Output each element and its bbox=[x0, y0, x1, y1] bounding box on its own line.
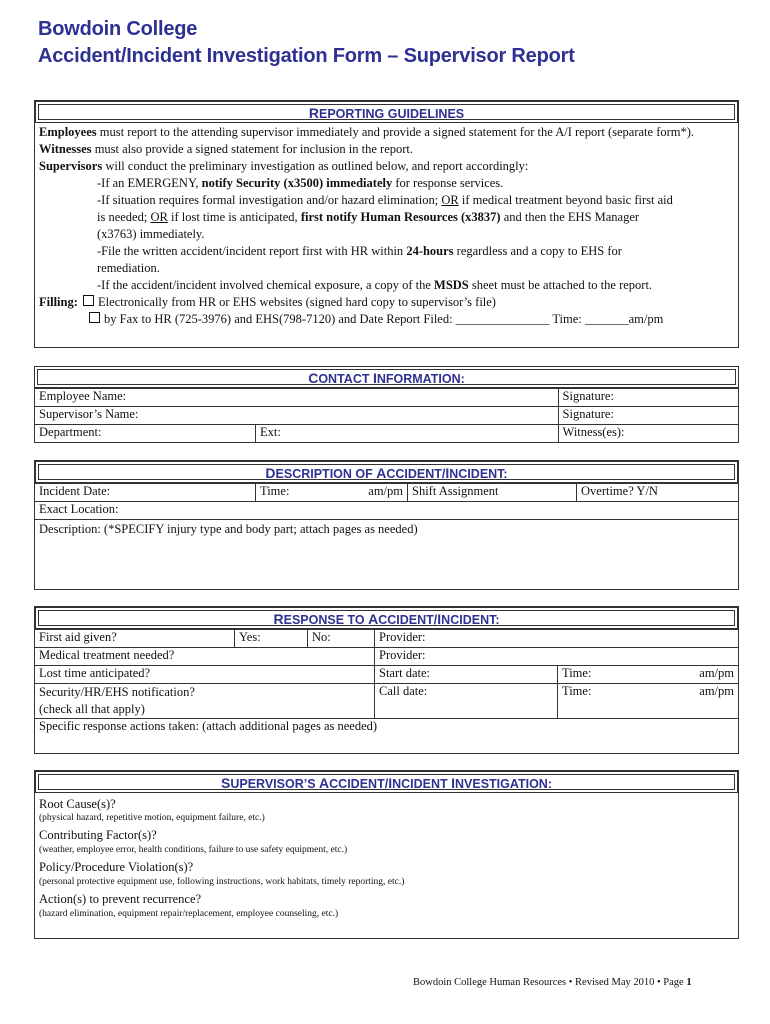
reporting-guidelines-heading: REPORTING GUIDELINES bbox=[35, 101, 738, 123]
response-table bbox=[35, 629, 738, 719]
start-date-field[interactable]: Start date: bbox=[375, 666, 558, 684]
notification-label: Security/HR/EHS notification? (check all that apply) bbox=[35, 684, 375, 719]
filling-option-fax: by Fax to HR (725-3976) and EHS(798-7120) and Date Report Filed: _______________ Time: _______am/pm bbox=[39, 311, 734, 328]
filling-option-electronic: Filling: Electronically from HR or EHS websites (signed hard copy to supervisor’s file) bbox=[39, 295, 496, 309]
contact-information-section bbox=[34, 366, 739, 443]
contributing-factors-field[interactable]: Contributing Factor(s)? bbox=[39, 828, 157, 842]
root-cause-hint: (physical hazard, repetitive motion, equipment failure, etc.) bbox=[39, 813, 265, 823]
college-title: Bowdoin College bbox=[38, 18, 198, 40]
root-cause-field[interactable]: Root Cause(s)? bbox=[39, 797, 116, 811]
lost-time-ampm: am/pm bbox=[646, 666, 738, 684]
incident-time-field[interactable] bbox=[256, 484, 408, 502]
department-field[interactable]: Department: bbox=[35, 425, 256, 443]
investigation-section bbox=[34, 770, 739, 939]
incident-date-field[interactable]: Incident Date: bbox=[35, 484, 256, 502]
formal-investigation-bullet-end: (x3763) immediately. bbox=[97, 227, 205, 241]
employee-signature-field[interactable]: Signature: bbox=[558, 389, 738, 407]
lost-time-label: Lost time anticipated? bbox=[35, 666, 375, 684]
contact-table bbox=[34, 388, 739, 443]
supervisor-signature-field[interactable]: Signature: bbox=[558, 407, 738, 425]
description-section bbox=[34, 460, 739, 590]
emergency-bullet: -If an EMERGENY, notify Security (x3500) immediately for response services. bbox=[97, 176, 504, 190]
prevent-recurrence-hint: (hazard elimination, equipment repair/replacement, employee counseling, etc.) bbox=[39, 909, 339, 919]
formal-investigation-bullet: -If situation requires formal investigation and/or hazard elimination; OR if medical treatment beyond basic first aid bbox=[97, 193, 673, 207]
prevent-recurrence-field[interactable]: Action(s) to prevent recurrence? bbox=[39, 892, 202, 906]
supervisors-guideline: Supervisors will conduct the preliminary investigation as outlined below, and report accordingly: bbox=[39, 159, 529, 173]
investigation-body bbox=[35, 793, 738, 921]
ext-field[interactable]: Ext: bbox=[256, 425, 559, 443]
description-field[interactable]: Description: (*SPECIFY injury type and body part; attach pages as needed) bbox=[39, 522, 418, 536]
call-date-field[interactable]: Call date: bbox=[375, 684, 558, 719]
form-title: Accident/Incident Investigation Form – Supervisor Report bbox=[38, 45, 575, 67]
shift-assignment-field[interactable]: Shift Assignment bbox=[408, 484, 577, 502]
location-field[interactable]: Exact Location: bbox=[35, 502, 738, 520]
overtime-field[interactable]: Overtime? Y/N bbox=[577, 484, 739, 502]
employee-name-field[interactable]: Employee Name: bbox=[35, 389, 559, 407]
response-section bbox=[34, 606, 739, 754]
policy-violations-field[interactable]: Policy/Procedure Violation(s)? bbox=[39, 860, 194, 874]
file-report-bullet-cont: remediation. bbox=[97, 261, 160, 275]
checkbox-electronic[interactable] bbox=[83, 295, 94, 306]
response-heading: RESPONSE TO ACCIDENT/INCIDENT: bbox=[35, 607, 738, 629]
description-heading: DESCRIPTION OF ACCIDENT/INCIDENT: bbox=[35, 461, 738, 483]
time-label: Time: bbox=[260, 484, 290, 498]
supervisor-name-field[interactable]: Supervisor’s Name: bbox=[35, 407, 559, 425]
first-aid-label: First aid given? bbox=[35, 630, 235, 648]
checkbox-fax[interactable] bbox=[89, 312, 100, 323]
employees-guideline: Employees must report to the attending supervisor immediately and provide a signed statement for the A/I report (separate form*). bbox=[39, 125, 695, 139]
medical-treatment-label: Medical treatment needed? bbox=[35, 648, 375, 666]
formal-investigation-bullet-cont: is needed; OR if lost time is anticipated, first notify Human Resources (x3837) and then the EHS Manager bbox=[97, 210, 640, 224]
notification-time-field[interactable]: Time: bbox=[558, 684, 647, 719]
first-aid-no-field[interactable]: No: bbox=[308, 630, 375, 648]
policy-violations-hint: (personal protective equipment use, following instructions, work habitats, timely reporting, etc.) bbox=[39, 877, 405, 887]
file-report-bullet: -File the written accident/incident report first with HR within 24-hours regardless and a copy to EHS for bbox=[97, 244, 622, 258]
notification-ampm: am/pm bbox=[646, 684, 738, 719]
description-table bbox=[35, 483, 738, 502]
msds-bullet: -If the accident/incident involved chemical exposure, a copy of the MSDS sheet must be attached to the report. bbox=[97, 278, 653, 292]
first-aid-yes-field[interactable]: Yes: bbox=[235, 630, 308, 648]
first-aid-provider-field[interactable]: Provider: bbox=[375, 630, 739, 648]
witnesses-guideline: Witnesses must also provide a signed statement for inclusion in the report. bbox=[39, 142, 414, 156]
ampm-label: am/pm bbox=[368, 484, 403, 498]
investigation-heading: SUPERVISOR’S ACCIDENT/INCIDENT INVESTIGATION: bbox=[35, 771, 738, 793]
medical-provider-field[interactable]: Provider: bbox=[375, 648, 739, 666]
check-all-hint: (check all that apply) bbox=[39, 702, 145, 716]
witnesses-field[interactable]: Witness(es): bbox=[558, 425, 738, 443]
page-number: 1 bbox=[686, 977, 692, 988]
contributing-factors-hint: (weather, employee error, health conditions, failure to use safety equipment, etc.) bbox=[39, 845, 348, 855]
contact-information-heading: CONTACT INFORMATION: bbox=[34, 366, 739, 388]
guidelines-body bbox=[35, 123, 738, 328]
page-footer: Bowdoin College Human Resources • Revised May 2010 • Page 1 bbox=[413, 977, 692, 988]
specific-actions-field[interactable]: Specific response actions taken: (attach additional pages as needed) bbox=[39, 719, 378, 733]
reporting-guidelines-section bbox=[34, 100, 739, 348]
lost-time-time-field[interactable]: Time: bbox=[558, 666, 647, 684]
